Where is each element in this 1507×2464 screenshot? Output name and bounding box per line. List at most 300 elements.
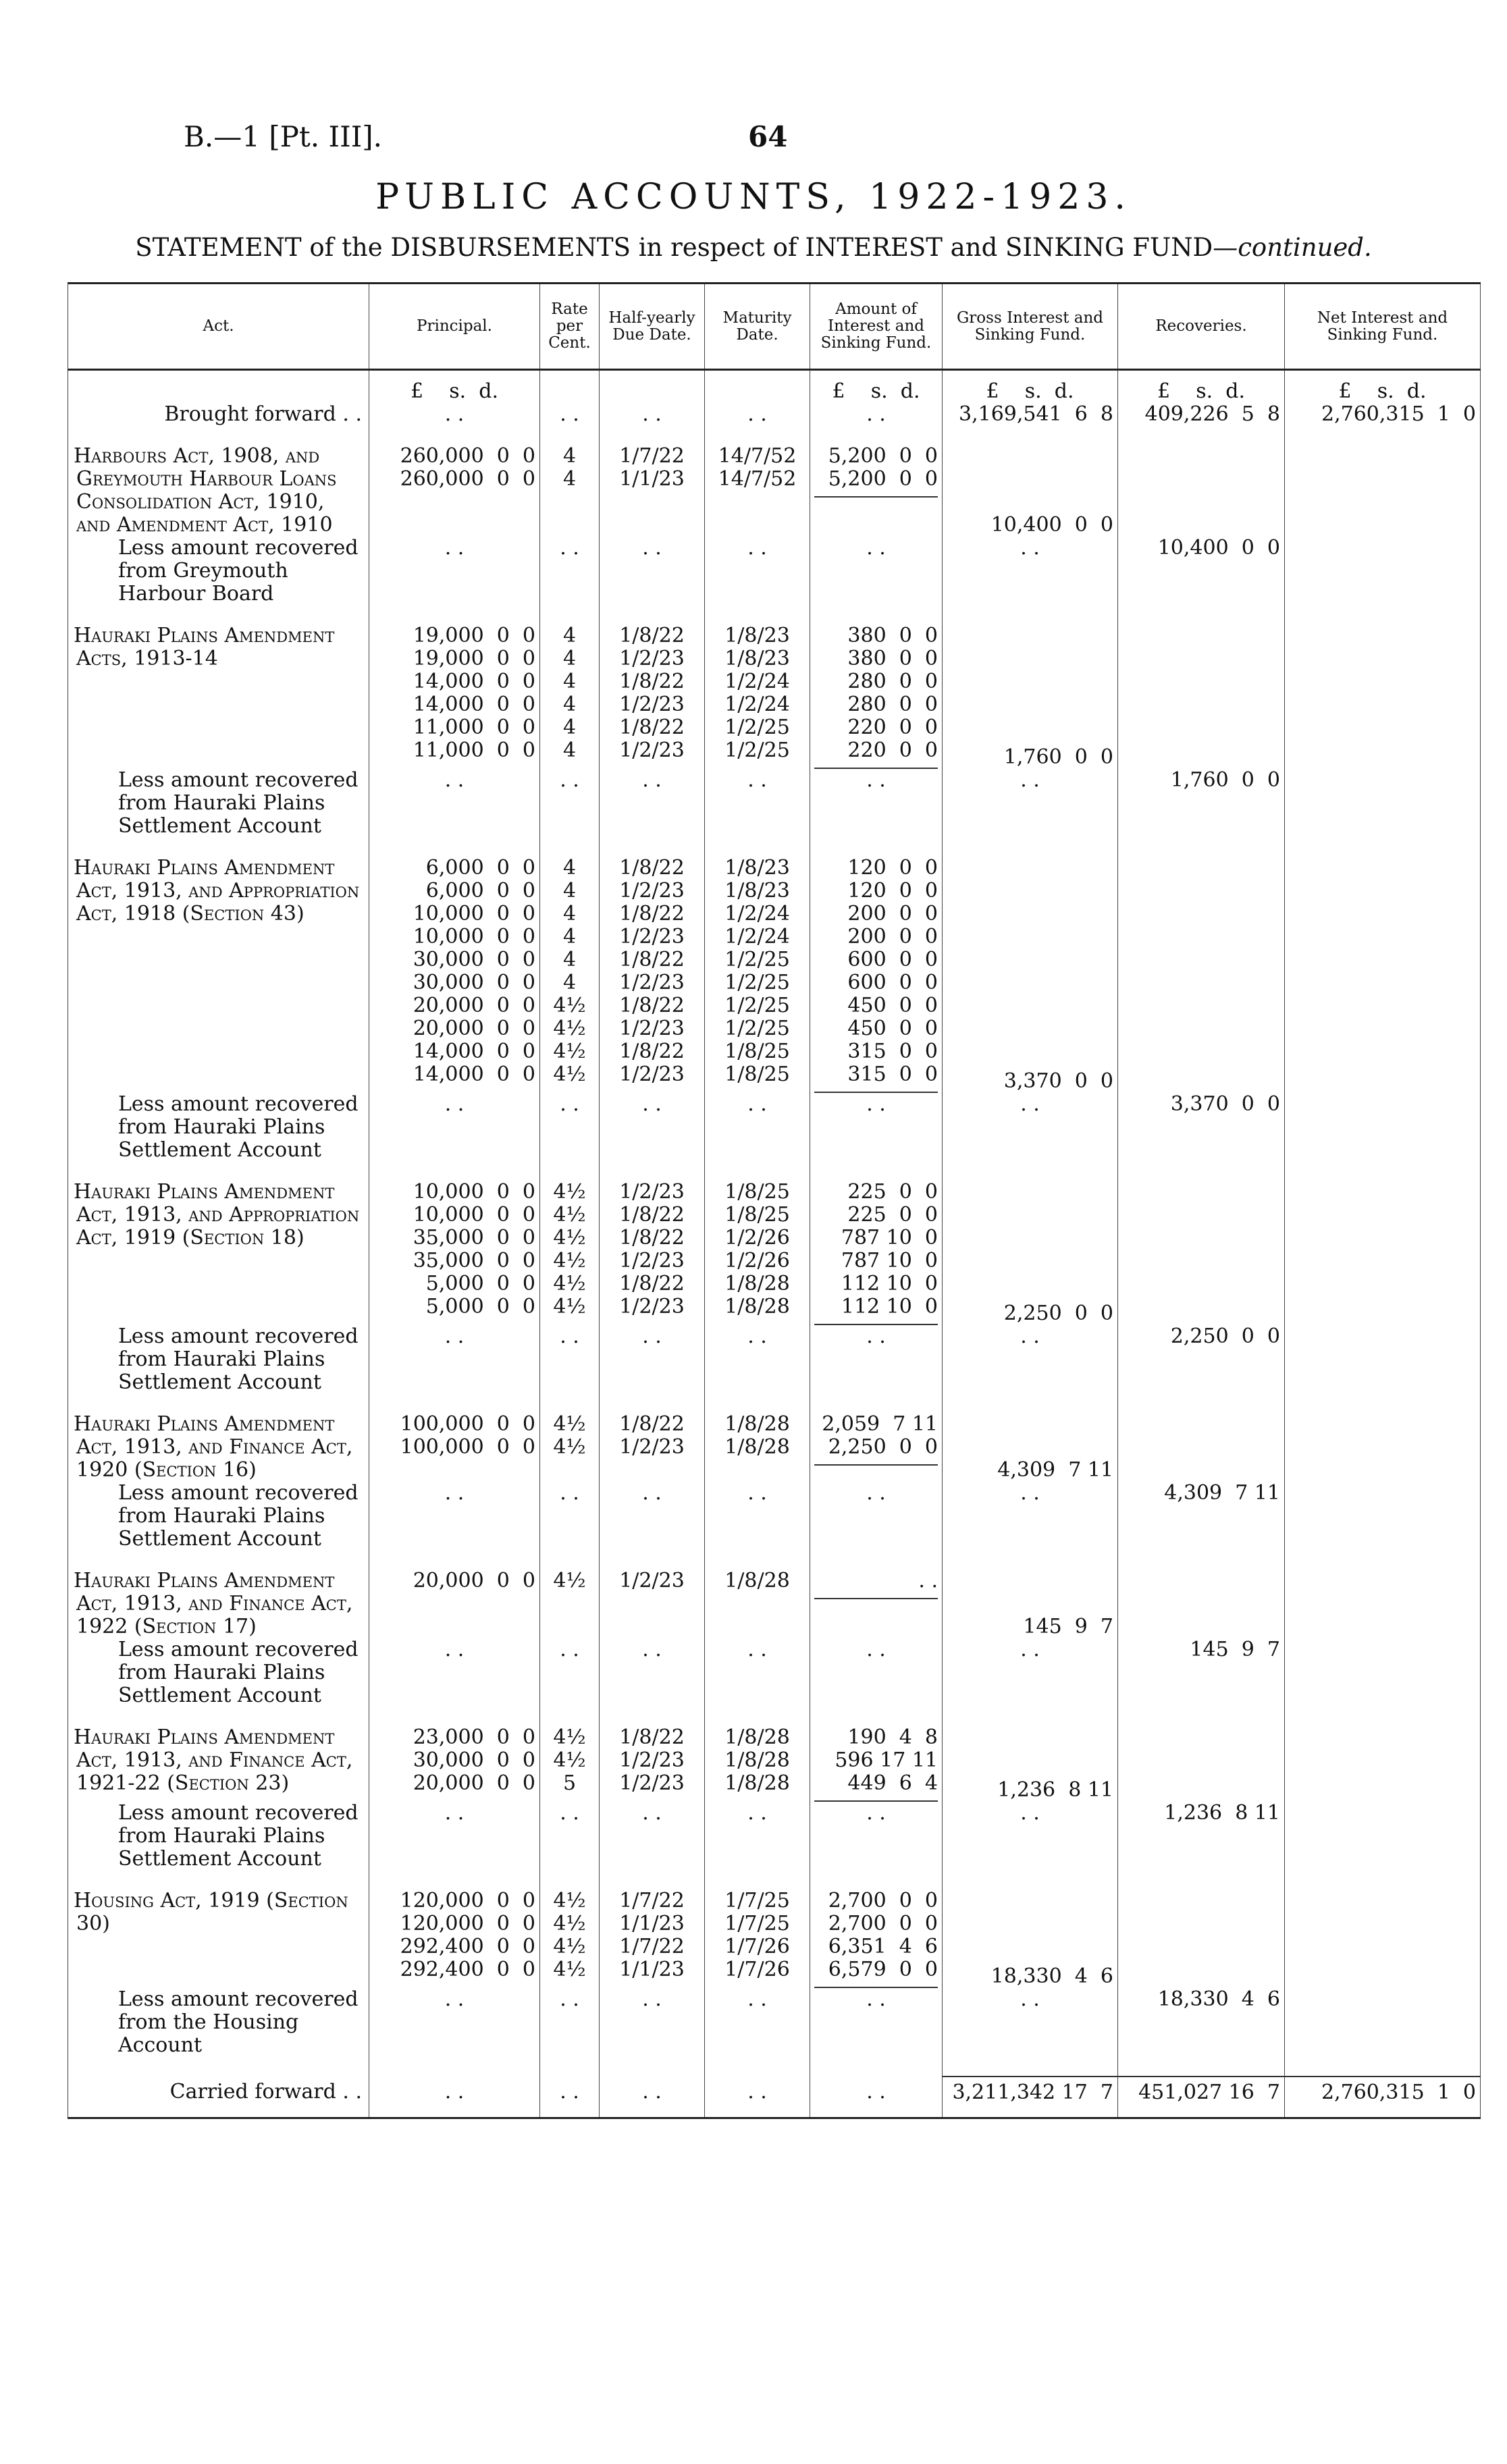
- section-rate-value: 4½: [553, 1935, 586, 1958]
- section-act-cell: [68, 1890, 369, 1988]
- section-amount-value: 280 0 0: [847, 670, 938, 693]
- bf-half: . .: [600, 403, 705, 426]
- section-rate-cell: [540, 624, 600, 769]
- less-amount-dots: . .: [810, 1093, 943, 1162]
- section-net-empty: [1285, 624, 1481, 769]
- section-act-cell: [68, 1181, 369, 1325]
- act-title: Hauraki Plains Amendment Act, 1913, and Appropriation Act, 1918 (Section 43): [74, 856, 360, 926]
- section-rate-value: 4: [562, 739, 577, 762]
- section-half-value: 1/8/22: [619, 994, 685, 1017]
- col-rate: Rate per Cent.: [540, 284, 600, 370]
- section-spacer: [68, 838, 1481, 857]
- less-net-empty: [1285, 1988, 1481, 2057]
- section-maturity-value: 1/7/26: [724, 1958, 790, 1981]
- less-net-empty: [1285, 1325, 1481, 1394]
- less-gross-dots: . .: [943, 1988, 1118, 2057]
- section-amount-value: 450 0 0: [847, 1017, 938, 1040]
- less-amount-dots: . .: [810, 1802, 943, 1871]
- section-rate-value: 4½: [553, 1889, 586, 1912]
- section-maturity-value: 1/8/28: [724, 1748, 790, 1772]
- section-maturity-value: 1/8/28: [724, 1435, 790, 1459]
- section-half-cell: [600, 624, 705, 769]
- section-maturity-value: 1/2/25: [724, 948, 790, 971]
- less-recovered-row: [68, 1325, 1481, 1394]
- section-principal-value: 19,000 0 0: [413, 647, 535, 670]
- section-amount-value: 112 10 0: [841, 1295, 938, 1318]
- section-rate-value: 4: [562, 948, 577, 971]
- section-principal-value: 30,000 0 0: [413, 948, 535, 971]
- section-principal-value: 120,000 0 0: [400, 1889, 535, 1912]
- section-rate-value: 4: [562, 971, 577, 994]
- section-half-value: 1/2/23: [619, 925, 685, 948]
- section-amount-cell: [810, 1181, 943, 1325]
- col-act: Act.: [68, 284, 369, 370]
- section-maturity-value: 1/2/24: [724, 925, 790, 948]
- section-gross-cell: [943, 624, 1118, 769]
- section-act-cell: [68, 624, 369, 769]
- section-principal-cell: [369, 857, 540, 1093]
- less-half-dots: . .: [600, 1093, 705, 1162]
- section-half-value: 1/2/23: [619, 1569, 685, 1592]
- section-maturity-value: 1/2/25: [724, 1017, 790, 1040]
- section-half-value: 1/2/23: [619, 1017, 685, 1040]
- section-half-value: 1/8/22: [619, 624, 685, 647]
- section-net-empty: [1285, 1570, 1481, 1638]
- section-half-cell: [600, 1181, 705, 1325]
- less-amount-dots: . .: [810, 1482, 943, 1551]
- section-row: [68, 857, 1481, 1093]
- section-spacer: [68, 1551, 1481, 1570]
- section-half-cell: [600, 1413, 705, 1482]
- section-rate-value: 4: [562, 670, 577, 693]
- section-rate-value: 4½: [553, 1063, 586, 1086]
- sum-rule: [814, 1464, 938, 1466]
- less-half-dots: . .: [600, 1988, 705, 2057]
- section-amount-cell: [810, 1570, 943, 1638]
- section-maturity-value: 1/7/25: [724, 1912, 790, 1935]
- less-amount-dots: . .: [810, 537, 943, 606]
- section-spacer: [68, 2057, 1481, 2077]
- section-amount-cell: [810, 1413, 943, 1482]
- less-recovered-label: Less amount recovered from Hauraki Plains Settlement Account: [118, 1092, 359, 1162]
- less-rate-dots: . .: [540, 1802, 600, 1871]
- section-amount-cell: [810, 445, 943, 537]
- less-half-dots: . .: [600, 1325, 705, 1394]
- subtitle-main: STATEMENT of the DISBURSEMENTS in respect of INTEREST and SINKING FUND: [135, 233, 1213, 262]
- section-amount-value: 600 0 0: [847, 948, 938, 971]
- section-recoveries-empty: [1118, 1726, 1285, 1802]
- less-principal-dots: . .: [369, 1988, 540, 2057]
- less-amount-dots: . .: [810, 769, 943, 838]
- section-principal-value: 30,000 0 0: [413, 1748, 535, 1772]
- section-amount-value: 315 0 0: [847, 1040, 938, 1063]
- section-amount-value: 380 0 0: [847, 647, 938, 670]
- less-recovered-cell: [68, 1093, 369, 1162]
- less-recovered-row: [68, 1802, 1481, 1871]
- section-amount-value: 225 0 0: [847, 1203, 938, 1227]
- section-half-value: 1/2/23: [619, 1063, 685, 1086]
- less-gross-dots: . .: [943, 1802, 1118, 1871]
- section-net-empty: [1285, 1890, 1481, 1988]
- section-principal-cell: [369, 1890, 540, 1988]
- section-half-value: 1/8/22: [619, 1226, 685, 1250]
- section-principal-value: 10,000 0 0: [413, 902, 535, 926]
- section-principal-value: 120,000 0 0: [400, 1912, 535, 1935]
- section-principal-value: 14,000 0 0: [413, 670, 535, 693]
- section-amount-value: 120 0 0: [847, 856, 938, 880]
- section-rate-value: 4: [562, 879, 577, 903]
- section-maturity-value: 1/8/23: [724, 856, 790, 880]
- brought-forward-row: [68, 403, 1481, 426]
- section-gross-cell: [943, 445, 1118, 537]
- section-amount-value: 787 10 0: [841, 1226, 938, 1250]
- section-gross-value: 3,370 0 0: [1003, 1069, 1113, 1093]
- less-recovered-label: Less amount recovered from Hauraki Plains Settlement Account: [118, 1638, 359, 1707]
- section-rate-value: 4½: [553, 994, 586, 1017]
- less-half-dots: . .: [600, 537, 705, 606]
- sum-rule: [814, 496, 938, 498]
- less-amount-dots: . .: [810, 1988, 943, 2057]
- col-principal: Principal.: [369, 284, 540, 370]
- section-amount-value: 450 0 0: [847, 994, 938, 1017]
- section-principal-value: 35,000 0 0: [413, 1249, 535, 1273]
- cf-maturity: . .: [705, 2077, 810, 2118]
- section-half-value: 1/1/23: [619, 467, 685, 491]
- section-principal-value: 10,000 0 0: [413, 1180, 535, 1204]
- less-principal-dots: . .: [369, 769, 540, 838]
- section-principal-value: 260,000 0 0: [400, 444, 535, 468]
- section-spacer: [68, 1162, 1481, 1181]
- section-row: [68, 1570, 1481, 1638]
- unit-recoveries: £ s. d.: [1118, 370, 1285, 404]
- section-principal-value: 20,000 0 0: [413, 1771, 535, 1795]
- section-spacer: [68, 1707, 1481, 1726]
- section-rate-value: 4½: [553, 1272, 586, 1295]
- section-principal-value: 10,000 0 0: [413, 1203, 535, 1227]
- section-recoveries-empty: [1118, 857, 1285, 1093]
- section-principal-value: 30,000 0 0: [413, 971, 535, 994]
- section-rate-value: 4½: [553, 1180, 586, 1204]
- section-principal-value: 100,000 0 0: [400, 1435, 535, 1459]
- section-recoveries-empty: [1118, 1181, 1285, 1325]
- col-half-yearly: Half-yearly Due Date.: [600, 284, 705, 370]
- section-recoveries-value: 4,309 7 11: [1118, 1482, 1285, 1551]
- section-maturity-cell: [705, 1890, 810, 1988]
- less-gross-dots: . .: [943, 1093, 1118, 1162]
- section-half-value: 1/8/22: [619, 856, 685, 880]
- bf-maturity: . .: [705, 403, 810, 426]
- section-rate-cell: [540, 1413, 600, 1482]
- section-gross-value: 18,330 4 6: [990, 1964, 1113, 1988]
- disbursements-table: [68, 282, 1481, 2119]
- section-recoveries-empty: [1118, 445, 1285, 537]
- less-net-empty: [1285, 1482, 1481, 1551]
- section-principal-value: 20,000 0 0: [413, 1569, 535, 1592]
- section-maturity-value: 14/7/52: [718, 467, 797, 491]
- section-maturity-cell: [705, 1570, 810, 1638]
- less-gross-dots: . .: [943, 769, 1118, 838]
- section-recoveries-value: 1,236 8 11: [1118, 1802, 1285, 1871]
- cf-half: . .: [600, 2077, 705, 2118]
- less-principal-dots: . .: [369, 1482, 540, 1551]
- section-amount-value: 315 0 0: [847, 1063, 938, 1086]
- section-recoveries-value: 1,760 0 0: [1118, 769, 1285, 838]
- section-gross-value: 145 9 7: [1023, 1615, 1113, 1638]
- less-half-dots: . .: [600, 1482, 705, 1551]
- section-maturity-value: 1/8/28: [724, 1569, 790, 1592]
- section-maturity-value: 1/8/28: [724, 1272, 790, 1295]
- section-principal-value: 14,000 0 0: [413, 1040, 535, 1063]
- section-gross-value: 2,250 0 0: [1003, 1302, 1113, 1325]
- less-half-dots: . .: [600, 1802, 705, 1871]
- carried-forward-label: Carried forward . .: [169, 2080, 362, 2104]
- section-amount-value: 220 0 0: [847, 716, 938, 739]
- bf-principal: . .: [369, 403, 540, 426]
- section-amount-value: 380 0 0: [847, 624, 938, 647]
- section-rate-value: 4½: [553, 1569, 586, 1592]
- act-title: Hauraki Plains Amendment Act, 1913, and Finance Act, 1922 (Section 17): [74, 1569, 353, 1638]
- section-amount-value: 200 0 0: [847, 902, 938, 926]
- section-principal-value: 35,000 0 0: [413, 1226, 535, 1250]
- less-net-empty: [1285, 1802, 1481, 1871]
- subtitle-continued: —continued.: [1213, 233, 1372, 262]
- less-rate-dots: . .: [540, 1988, 600, 2057]
- section-act-cell: [68, 857, 369, 1093]
- section-maturity-value: 14/7/52: [718, 444, 797, 468]
- section-amount-value: 112 10 0: [841, 1272, 938, 1295]
- section-rate-value: 4½: [553, 1249, 586, 1273]
- less-maturity-dots: . .: [705, 1988, 810, 2057]
- section-rate-value: 4½: [553, 1295, 586, 1318]
- section-amount-value: 280 0 0: [847, 693, 938, 716]
- section-maturity-value: 1/2/25: [724, 739, 790, 762]
- section-half-value: 1/7/22: [619, 1935, 685, 1958]
- cf-net: 2,760,315 1 0: [1285, 2077, 1481, 2118]
- section-rate-value: 4½: [553, 1412, 586, 1436]
- section-rate-value: 4: [562, 444, 577, 468]
- section-maturity-value: 1/8/23: [724, 879, 790, 903]
- section-principal-value: 5,000 0 0: [425, 1295, 535, 1318]
- section-half-value: 1/2/23: [619, 647, 685, 670]
- col-net: Net Interest and Sinking Fund.: [1285, 284, 1481, 370]
- section-rate-value: 4½: [553, 1435, 586, 1459]
- section-principal-cell: [369, 1726, 540, 1802]
- less-gross-dots: . .: [943, 537, 1118, 606]
- less-recovered-label: Less amount recovered from Hauraki Plains Settlement Account: [118, 1801, 359, 1871]
- section-half-cell: [600, 1570, 705, 1638]
- section-act-cell: [68, 1570, 369, 1638]
- section-amount-value: 787 10 0: [841, 1249, 938, 1273]
- less-recovered-label: Less amount recovered from Greymouth Harbour Board: [118, 536, 359, 606]
- section-rate-value: 4: [562, 925, 577, 948]
- section-principal-value: 23,000 0 0: [413, 1725, 535, 1749]
- section-principal-value: 292,400 0 0: [400, 1958, 535, 1981]
- section-gross-cell: [943, 1726, 1118, 1802]
- section-act-cell: [68, 1726, 369, 1802]
- page-number: 64: [748, 120, 788, 153]
- section-row: [68, 1181, 1481, 1325]
- section-half-value: 1/2/23: [619, 1771, 685, 1795]
- section-gross-value: 4,309 7 11: [997, 1458, 1113, 1482]
- unit-net: £ s. d.: [1285, 370, 1481, 404]
- section-principal-cell: [369, 1570, 540, 1638]
- section-spacer: [68, 606, 1481, 624]
- cf-amount: . .: [810, 2077, 943, 2118]
- less-maturity-dots: . .: [705, 769, 810, 838]
- section-act-cell: [68, 445, 369, 537]
- section-amount-value: 596 17 11: [835, 1748, 938, 1772]
- less-principal-dots: . .: [369, 1638, 540, 1707]
- section-amount-value: 600 0 0: [847, 971, 938, 994]
- section-amount-value: 2,059 7 11: [822, 1412, 938, 1436]
- less-recovered-row: [68, 1482, 1481, 1551]
- section-half-value: 1/2/23: [619, 1249, 685, 1273]
- section-principal-value: 14,000 0 0: [413, 1063, 535, 1086]
- section-amount-value: 449 6 4: [847, 1771, 938, 1795]
- section-amount-value: 225 0 0: [847, 1180, 938, 1204]
- section-rate-value: 4½: [553, 1912, 586, 1935]
- section-rate-cell: [540, 1181, 600, 1325]
- section-principal-cell: [369, 445, 540, 537]
- section-amount-value: 2,700 0 0: [828, 1912, 938, 1935]
- less-recovered-cell: [68, 769, 369, 838]
- sum-rule: [814, 1598, 938, 1599]
- section-maturity-value: 1/2/24: [724, 693, 790, 716]
- page-title: PUBLIC ACCOUNTS, 1922-1923.: [375, 177, 1132, 217]
- less-recovered-cell: [68, 1482, 369, 1551]
- section-maturity-value: 1/8/25: [724, 1203, 790, 1227]
- less-recovered-row: [68, 1988, 1481, 2057]
- less-rate-dots: . .: [540, 1325, 600, 1394]
- section-maturity-value: 1/8/28: [724, 1412, 790, 1436]
- section-recoveries-empty: [1118, 1890, 1285, 1988]
- section-gross-value: 10,400 0 0: [990, 513, 1113, 537]
- section-half-cell: [600, 857, 705, 1093]
- section-maturity-value: 1/2/24: [724, 670, 790, 693]
- section-rate-cell: [540, 857, 600, 1093]
- section-rate-cell: [540, 1726, 600, 1802]
- section-recoveries-value: 3,370 0 0: [1118, 1093, 1285, 1162]
- unit-principal: £ s. d.: [369, 370, 540, 404]
- less-recovered-row: [68, 1638, 1481, 1707]
- section-half-value: 1/8/22: [619, 1272, 685, 1295]
- section-rate-cell: [540, 1570, 600, 1638]
- section-rate-value: 4: [562, 624, 577, 647]
- less-net-empty: [1285, 1093, 1481, 1162]
- section-principal-value: 292,400 0 0: [400, 1935, 535, 1958]
- section-recoveries-value: 2,250 0 0: [1118, 1325, 1285, 1394]
- col-maturity: Maturity Date.: [705, 284, 810, 370]
- section-maturity-value: 1/2/24: [724, 902, 790, 926]
- section-half-value: 1/2/23: [619, 693, 685, 716]
- section-gross-cell: [943, 1181, 1118, 1325]
- cf-gross: 3,211,342 17 7: [943, 2077, 1118, 2118]
- section-rate-value: 4½: [553, 1725, 586, 1749]
- less-recovered-label: Less amount recovered from Hauraki Plains Settlement Account: [118, 768, 359, 838]
- less-recovered-row: [68, 1093, 1481, 1162]
- section-gross-value: 1,760 0 0: [1003, 745, 1113, 769]
- section-half-value: 1/2/23: [619, 879, 685, 903]
- section-maturity-value: 1/2/26: [724, 1249, 790, 1273]
- less-rate-dots: . .: [540, 1638, 600, 1707]
- section-half-value: 1/8/22: [619, 948, 685, 971]
- less-rate-dots: . .: [540, 769, 600, 838]
- section-maturity-value: 1/2/26: [724, 1226, 790, 1250]
- section-recoveries-value: 18,330 4 6: [1118, 1988, 1285, 2057]
- section-maturity-value: 1/8/25: [724, 1180, 790, 1204]
- section-principal-value: 20,000 0 0: [413, 1017, 535, 1040]
- section-maturity-cell: [705, 624, 810, 769]
- less-recovered-label: Less amount recovered from Hauraki Plains Settlement Account: [118, 1324, 359, 1394]
- section-half-value: 1/2/23: [619, 1295, 685, 1318]
- section-half-cell: [600, 445, 705, 537]
- section-half-value: 1/2/23: [619, 1435, 685, 1459]
- less-recovered-cell: [68, 1988, 369, 2057]
- section-amount-value: 5,200 0 0: [828, 444, 938, 468]
- section-principal-cell: [369, 1181, 540, 1325]
- less-rate-dots: . .: [540, 1482, 600, 1551]
- section-spacer: [68, 1394, 1481, 1413]
- bf-rate: . .: [540, 403, 600, 426]
- less-recovered-cell: [68, 1325, 369, 1394]
- section-amount-value: 2,250 0 0: [828, 1435, 938, 1459]
- section-net-empty: [1285, 1181, 1481, 1325]
- section-half-cell: [600, 1726, 705, 1802]
- section-amount-value: 190 4 8: [847, 1725, 938, 1749]
- section-gross-cell: [943, 857, 1118, 1093]
- section-gross-cell: [943, 1570, 1118, 1638]
- act-title: Hauraki Plains Amendment Act, 1913, and Appropriation Act, 1919 (Section 18): [74, 1180, 360, 1250]
- section-maturity-value: 1/8/23: [724, 624, 790, 647]
- section-rate-value: 4½: [553, 1958, 586, 1981]
- section-half-value: 1/8/22: [619, 1040, 685, 1063]
- section-principal-value: 260,000 0 0: [400, 467, 535, 491]
- section-rate-value: 4½: [553, 1748, 586, 1772]
- section-recoveries-empty: [1118, 1413, 1285, 1482]
- section-act-cell: [68, 1413, 369, 1482]
- section-spacer: [68, 1871, 1481, 1890]
- less-maturity-dots: . .: [705, 1325, 810, 1394]
- section-recoveries-empty: [1118, 624, 1285, 769]
- section-amount-value: 120 0 0: [847, 879, 938, 903]
- section-half-value: 1/8/22: [619, 1412, 685, 1436]
- section-gross-cell: [943, 1413, 1118, 1482]
- section-maturity-cell: [705, 1726, 810, 1802]
- act-title: Hauraki Plains Amendment Acts, 1913-14: [74, 624, 335, 670]
- less-amount-dots: . .: [810, 1638, 943, 1707]
- section-amount-value: . .: [918, 1569, 938, 1592]
- section-half-value: 1/2/23: [619, 971, 685, 994]
- section-spacer: [68, 426, 1481, 445]
- section-row: [68, 445, 1481, 537]
- less-half-dots: . .: [600, 1638, 705, 1707]
- section-net-empty: [1285, 857, 1481, 1093]
- cf-recoveries: 451,027 16 7: [1118, 2077, 1285, 2118]
- less-recovered-cell: [68, 537, 369, 606]
- section-recoveries-value: 10,400 0 0: [1118, 537, 1285, 606]
- section-maturity-value: 1/8/23: [724, 647, 790, 670]
- section-half-value: 1/7/22: [619, 444, 685, 468]
- less-recovered-label: Less amount recovered from Hauraki Plains Settlement Account: [118, 1481, 359, 1551]
- section-gross-cell: [943, 1890, 1118, 1988]
- less-amount-dots: . .: [810, 1325, 943, 1394]
- section-maturity-value: 1/8/25: [724, 1040, 790, 1063]
- less-gross-dots: . .: [943, 1638, 1118, 1707]
- section-amount-cell: [810, 1890, 943, 1988]
- less-gross-dots: . .: [943, 1482, 1118, 1551]
- section-recoveries-empty: [1118, 1570, 1285, 1638]
- less-principal-dots: . .: [369, 537, 540, 606]
